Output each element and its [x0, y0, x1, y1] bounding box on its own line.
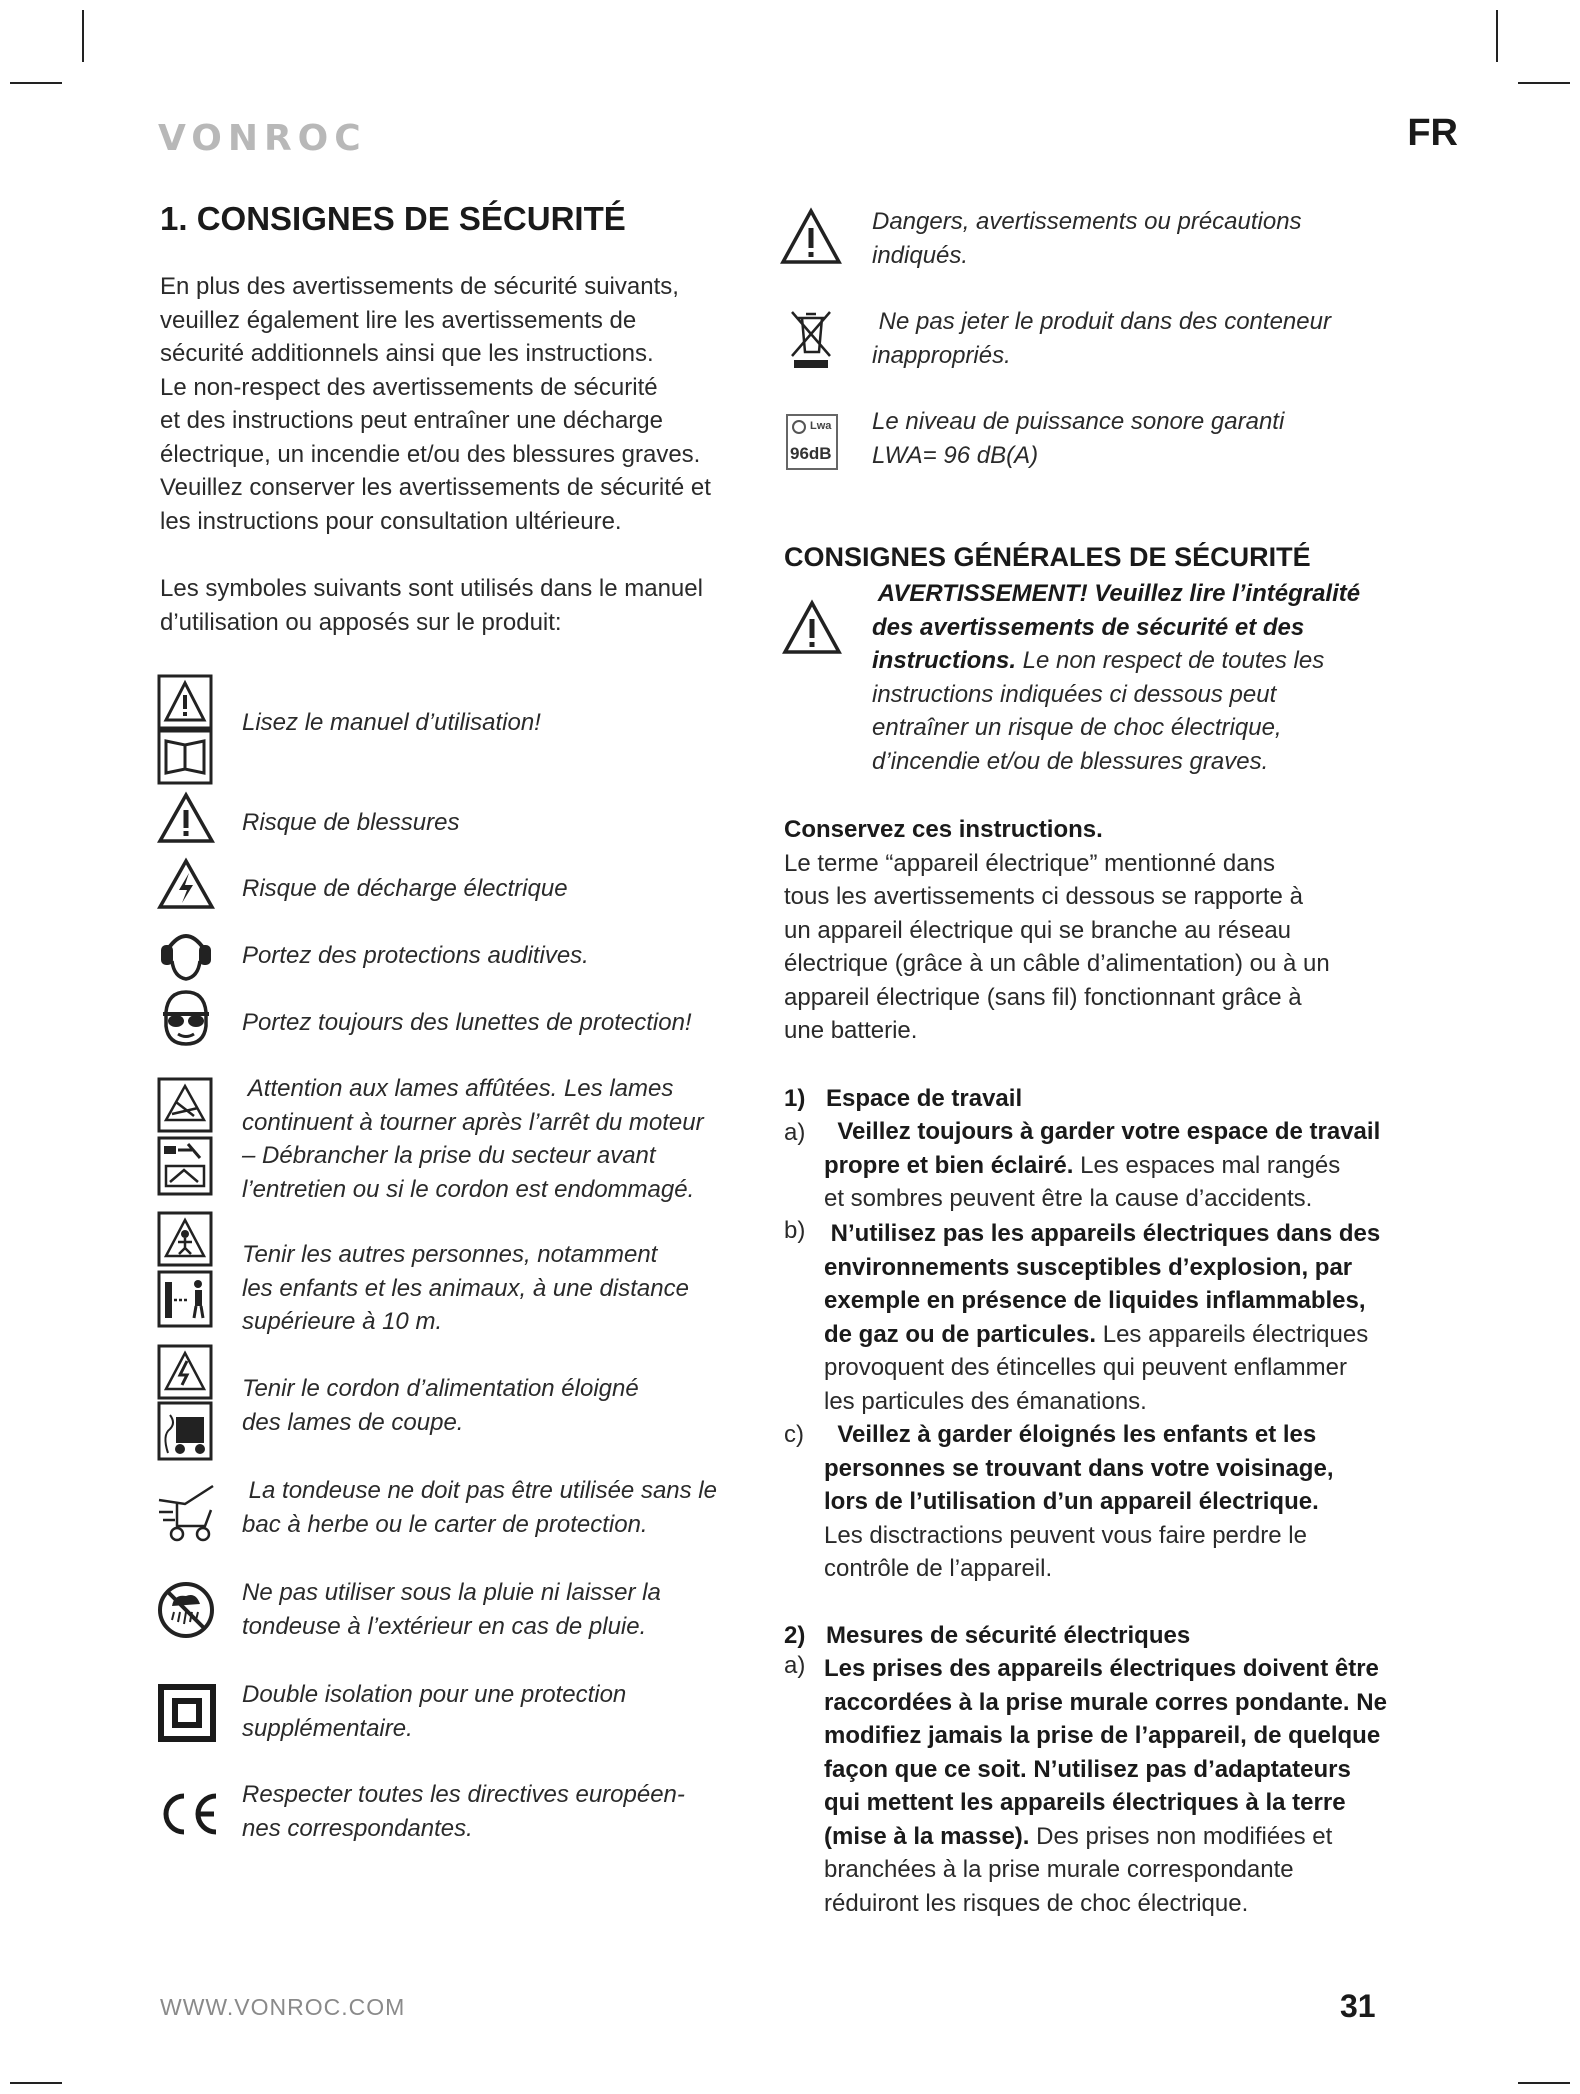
page-title: 1. CONSIGNES DE SÉCURITÉ	[160, 200, 626, 237]
double-insulation-icon	[158, 1684, 216, 1742]
crop-mark	[10, 82, 62, 84]
electric-shock-icon	[157, 858, 215, 910]
footer-url[interactable]: WWW.VONROC.COM	[160, 1994, 406, 2020]
ear-protection-icon	[158, 925, 214, 981]
section-number: 2)	[784, 1622, 806, 1649]
language-code: FR	[1407, 112, 1458, 154]
item-letter: c)	[784, 1421, 804, 1448]
warning-block: AVERTISSEMENT! Veuillez lire l’intégralité des avertissements de sécurité et des instructions. Le non respect de toutes les instructions indiquées ci dessous peut entraîner un risque de choc électrique, d’incendie et/ou de blessures graves.	[872, 580, 1361, 775]
crop-mark	[1496, 10, 1498, 62]
crop-mark	[1518, 82, 1570, 84]
read-manual-icon	[158, 675, 214, 785]
list-item: N’utilisez pas les appareils électriques dans des environnements susceptibles d’explosion, par exemple en présence de liquides inflammables, de gaz ou de particules. Les appareils électriques provoquent des étincelles qui peuvent enflammer les particules des émanations.	[824, 1220, 1381, 1415]
sound-power-value: 96dB	[790, 444, 832, 463]
item-letter: a)	[784, 1119, 806, 1146]
symbol-text: Tenir le cordon d’alimentation éloigné des lames de coupe.	[242, 1375, 639, 1436]
crop-mark	[10, 2082, 62, 2084]
symbol-text: Le niveau de puissance sonore garanti LWA= 96 dB(A)	[872, 408, 1285, 469]
keep-distance-icon	[158, 1212, 214, 1328]
symbol-text: Tenir les autres personnes, notamment les enfants et les animaux, à une distance supérieure à 10 m.	[242, 1241, 689, 1335]
symbol-text: Double isolation pour une protection supplémentaire.	[242, 1681, 627, 1742]
section-number: 1)	[784, 1085, 806, 1112]
symbol-text: Risque de décharge électrique	[242, 875, 568, 902]
symbol-text: Portez des protections auditives.	[242, 942, 589, 969]
weee-bin-icon	[788, 308, 834, 370]
section-title: Mesures de sécurité électriques	[826, 1622, 1191, 1649]
symbols-intro: Les symboles suivants sont utilisés dans le manuel d’utilisation ou apposés sur le produit:	[160, 575, 703, 636]
item-letter: a)	[784, 1652, 806, 1679]
sound-power-icon	[786, 414, 838, 470]
eye-protection-icon	[158, 990, 214, 1046]
keep-instructions: Conservez ces instructions. Le terme “appareil électrique” mentionné dans tous les avertissements ci dessous se rapporte à un appareil électrique qui se branche au réseau électrique (grâce à un câble d’alimentation) ou à un appareil électrique (sans fil) fonctionnant grâce à une batterie.	[784, 816, 1330, 1044]
symbol-text: Attention aux lames affûtées. Les lames continuent à tourner après l’arrêt du moteur – Débrancher la prise du secteur avant l’entretien ou si le cordon est endommagé.	[242, 1075, 704, 1203]
symbol-text: La tondeuse ne doit pas être utilisée sans le bac à herbe ou le carter de protection.	[242, 1477, 717, 1538]
symbol-text: Ne pas utiliser sous la pluie ni laisser la tondeuse à l’extérieur en cas de pluie.	[242, 1579, 661, 1640]
injury-warning-icon	[157, 792, 215, 844]
warning-triangle-icon	[782, 600, 842, 656]
list-item: Les prises des appareils électriques doivent être raccordées à la prise murale corres pondante. Ne modifiez jamais la prise de l’appareil, de quelque façon que ce soit. N’utilisez pas d’adaptateurs qui mettent les appareils électriques à la terre (mise à la masse). Des prises non modifiées et branchées à la prise murale correspondante réduiront les risques de choc électrique.	[824, 1655, 1387, 1917]
symbol-text: Dangers, avertissements ou précautions indiqués.	[872, 208, 1302, 269]
warning-triangle-icon	[780, 208, 842, 266]
symbol-text: Ne pas jeter le produit dans des conteneur inappropriés.	[872, 308, 1331, 369]
item-letter: b)	[784, 1217, 806, 1244]
list-item: Veillez toujours à garder votre espace de travail propre et bien éclairé. Les espaces mal rangés et sombres peuvent être la cause d’accidents.	[824, 1118, 1381, 1212]
brand-logo: VONROC	[158, 118, 367, 159]
page-number: 31	[1340, 1988, 1376, 2024]
no-rain-icon	[156, 1580, 216, 1640]
list-item: Veillez à garder éloignés les enfants et les personnes se trouvant dans votre voisinage, lors de l’utilisation d’un appareil électrique. Les disctractions peuvent vous faire perdre le contrôle de l’appareil.	[824, 1421, 1334, 1582]
symbol-text: Risque de blessures	[242, 809, 460, 836]
symbol-text: Lisez le manuel d’utilisation!	[242, 709, 541, 736]
sharp-blades-icon	[158, 1078, 214, 1196]
grass-bag-icon	[155, 1478, 217, 1544]
sound-power-label: Lwa	[810, 420, 832, 432]
crop-mark	[1518, 2082, 1570, 2084]
ce-mark-icon	[158, 1792, 220, 1836]
symbol-text: Respecter toutes les directives européen- nes correspondantes.	[242, 1781, 685, 1842]
intro-paragraph: En plus des avertissements de sécurité suivants, veuillez également lire les avertissements de sécurité additionnels ainsi que les instructions. Le non-respect des avertissements de sécurité et des instructions peut entraîner une décharge électrique, un incendie et/ou des blessures graves. Veuillez conserver les avertissements de sécurité et les instructions pour consultation ultérieure.	[160, 273, 711, 535]
crop-mark	[82, 10, 84, 62]
section-title: Espace de travail	[826, 1085, 1023, 1112]
cord-away-icon	[158, 1345, 214, 1461]
general-safety-title: CONSIGNES GÉNÉRALES DE SÉCURITÉ	[784, 542, 1311, 572]
symbol-text: Portez toujours des lunettes de protection!	[242, 1009, 692, 1036]
